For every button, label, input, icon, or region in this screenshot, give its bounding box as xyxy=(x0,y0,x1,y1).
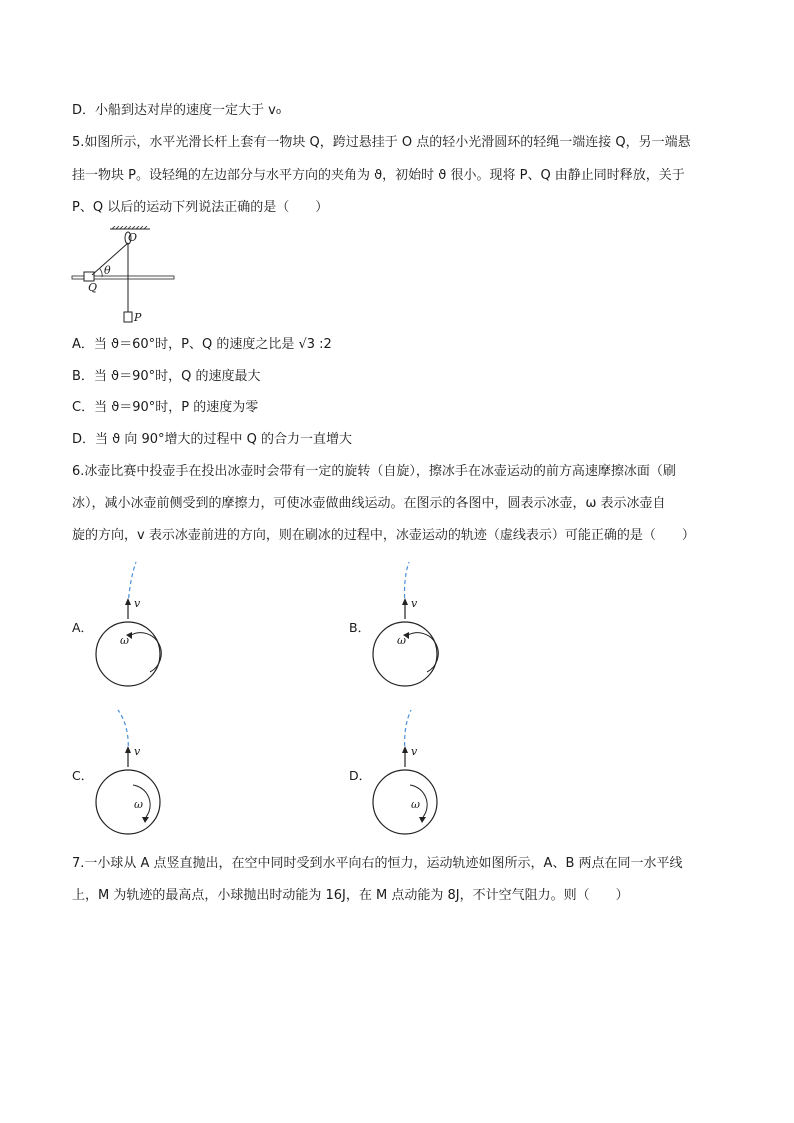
q7-stem-line-1: 7.一小球从 A 点竖直抛出，在空中同时受到水平向右的恒力，运动轨迹如图所示，A、B 两点在同一水平线 xyxy=(72,856,683,871)
q6-option-a-figure xyxy=(88,557,168,692)
q5-option-d: D．当 ϑ 向 90°增大的过程中 Q 的合力一直增大 xyxy=(72,432,352,447)
q5-label-o: O xyxy=(128,231,138,244)
q5-stem-line-1: 5.如图所示，水平光滑长杆上套有一物块 Q，跨过悬挂于 O 点的轻小光滑圆环的轻绳一端连接 Q，另一端悬 xyxy=(72,135,691,150)
q6-stem-line-1: 6.冰壶比赛中投壶手在投出冰壶时会带有一定的旋转（自旋），擦冰手在冰壶运动的前方高速摩擦冰面（刷 xyxy=(72,464,676,479)
q6-option-a-label: A． xyxy=(72,620,94,635)
q5-stem-line-3: P、Q 以后的运动下列说法正确的是（ ） xyxy=(72,200,329,215)
q6-stem-line-2: 冰），减小冰壶前侧受到的摩擦力，可使冰壶做曲线运动。在图示的各图中，圆表示冰壶，ω 表示冰壶自 xyxy=(72,496,666,511)
q5-option-c: C．当 ϑ＝90°时，P 的速度为零 xyxy=(72,400,259,415)
q5-label-theta: θ xyxy=(104,264,111,277)
q6-option-c-label: C． xyxy=(72,768,94,783)
q6-option-c-figure xyxy=(88,705,168,840)
q6-option-b-figure xyxy=(365,557,445,692)
q6-a-omega-label: ω xyxy=(120,634,129,647)
q5-option-a: A．当 ϑ＝60°时，P、Q 的速度之比是 √3 :2 xyxy=(72,337,332,352)
q6-b-omega-label: ω xyxy=(397,634,406,647)
q6-c-omega-label: ω xyxy=(134,798,143,811)
q7-stem-line-2: 上，M 为轨迹的最高点，小球抛出时动能为 16J，在 M 点动能为 8J，不计空气阻力。则（ ） xyxy=(72,888,629,903)
q6-d-v-label: v xyxy=(411,745,418,758)
q6-option-d-label: D． xyxy=(349,768,372,783)
q6-d-omega-label: ω xyxy=(411,798,420,811)
q5-stem-line-2: 挂一物块 P。设轻绳的左边部分与水平方向的夹角为 ϑ，初始时 ϑ 很小。现将 P、Q 由静止同时释放，关于 xyxy=(72,168,685,183)
q6-option-b-label: B． xyxy=(349,620,371,635)
q5-option-b: B．当 ϑ＝90°时，Q 的速度最大 xyxy=(72,369,261,384)
q6-b-v-label: v xyxy=(411,597,418,610)
q5-label-p: P xyxy=(134,311,142,324)
q5-label-q: Q xyxy=(88,281,98,294)
q6-a-v-label: v xyxy=(134,597,141,610)
q6-stem-line-3: 旋的方向，v 表示冰壶前进的方向，则在刷冰的过程中，冰壶运动的轨迹（虚线表示）可能正确的是（ ） xyxy=(72,528,695,543)
q6-option-d-figure xyxy=(365,705,445,840)
q6-c-v-label: v xyxy=(134,745,141,758)
q4-option-d: D．小船到达对岸的速度一定大于 v₀ xyxy=(72,103,282,118)
